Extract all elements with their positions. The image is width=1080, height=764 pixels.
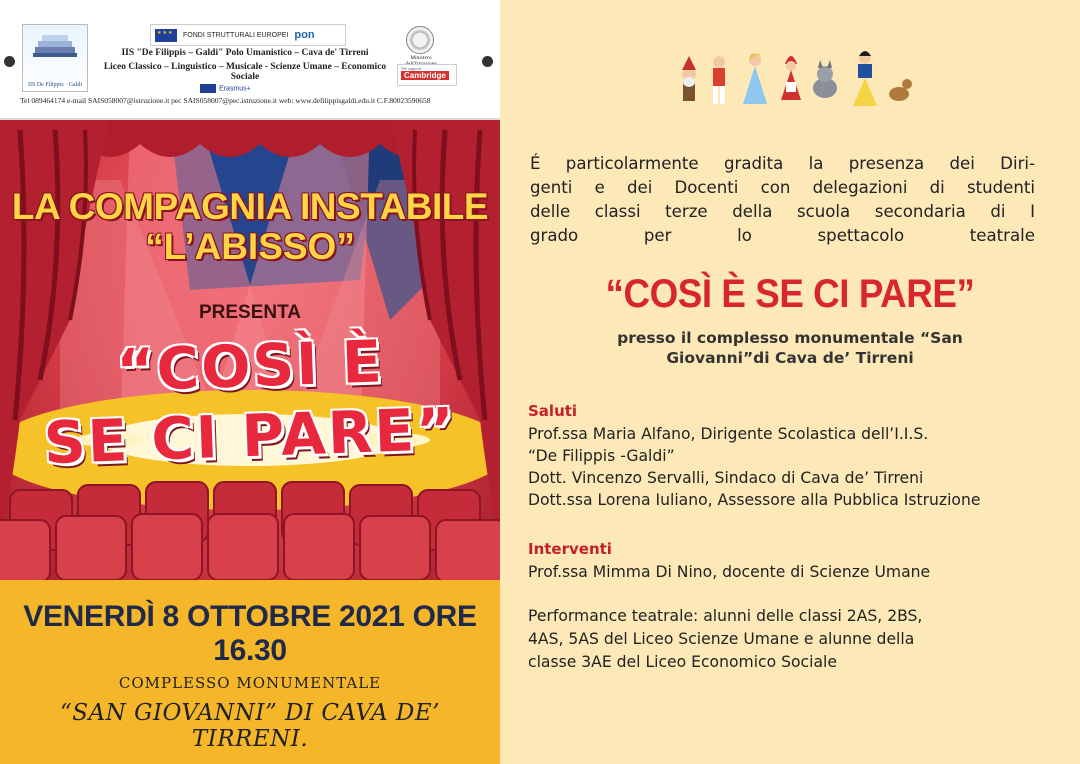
venue-line1: COMPLESSO MONUMENTALE bbox=[118, 674, 382, 692]
event-date: VENERDÌ 8 OTTOBRE 2021 ORE 16.30 bbox=[23, 600, 477, 667]
saluti-line: Dott.ssa Lorena Iuliano, Assessore alla Pubblica Istruzione bbox=[528, 491, 981, 509]
saluti-heading: Saluti bbox=[528, 402, 578, 420]
erasmus-label: Erasmus+ bbox=[200, 84, 251, 93]
books-icon bbox=[33, 33, 77, 61]
school-tracks: Liceo Classico – Linguistico – Musicale - Scienze Umane – Economico Sociale bbox=[103, 62, 387, 82]
cinderella-icon bbox=[743, 54, 767, 104]
saluti-line: Prof.ssa Maria Alfano, Dirigente Scolastica dell’I.I.S. bbox=[528, 425, 929, 443]
pin-dot-left bbox=[4, 56, 15, 67]
fairy-tale-characters-illustration bbox=[675, 42, 915, 110]
eu-flag-icon bbox=[155, 29, 177, 42]
company-name-line2: “L’ABISSO” bbox=[145, 226, 355, 267]
intro-line: grado per lo spettacolo teatrale bbox=[530, 226, 1035, 245]
cambridge-badge bbox=[397, 64, 457, 86]
show-title: “COSÌ È SE CI PARE” bbox=[605, 272, 975, 316]
deer-icon bbox=[889, 79, 912, 101]
venue-description-line2: Giovanni”di Cava de’ Tirreni bbox=[666, 349, 914, 367]
school-logo bbox=[22, 24, 88, 92]
pon-banner bbox=[150, 24, 346, 46]
pin-dot-right bbox=[482, 56, 493, 67]
intro-line: delle classi terze della scuola secondaria di I bbox=[530, 202, 1035, 221]
venue-description-line1: presso il complesso monumentale “San bbox=[617, 329, 963, 347]
venue-line2: “SAN GIOVANNI” DI CAVA DE’ TIRRENI. bbox=[60, 700, 440, 752]
show-title-line1: “COSÌ È bbox=[115, 327, 385, 405]
red-riding-hood-icon bbox=[781, 56, 801, 100]
intro-line: genti e dei Docenti con delegazioni di studenti bbox=[530, 178, 1035, 197]
ministry-label: Ministero bbox=[410, 55, 432, 61]
show-title-line2: SE CI PARE” bbox=[42, 394, 458, 478]
italian-republic-emblem-icon bbox=[406, 26, 434, 54]
cambridge-name: Cambridge bbox=[401, 71, 449, 80]
school-name: IIS "De Filippis – Galdi" Polo Umanistico – Cava de' Tirreni bbox=[121, 48, 369, 58]
intro-line: É particolarmente gradita la presenza dei Diri- bbox=[530, 154, 1035, 173]
performance-line: 4AS, 5AS del Liceo Scienze Umane e alunne della bbox=[528, 630, 915, 648]
venue-description bbox=[500, 328, 1080, 368]
cambridge-tag: We support bbox=[401, 66, 422, 71]
logo-caption: IIS De Filippis · Galdi bbox=[28, 82, 82, 88]
school-letterhead bbox=[0, 0, 500, 120]
invitation-panel bbox=[500, 0, 1080, 764]
prince-icon bbox=[713, 56, 725, 104]
school-contacts: Tel 089464174 e-mail SAIS058007@istruzione.it pec SAIS058007@pec.istruzione.it web: www.defilippisgaldi.edu.it C.F.80023590658 bbox=[20, 96, 431, 105]
invitation-intro bbox=[530, 152, 1035, 248]
snow-white-icon bbox=[853, 51, 877, 106]
fondi-label: FONDI STRUTTURALI EUROPEI bbox=[183, 31, 289, 39]
presenta-label: PRESENTA bbox=[198, 302, 302, 323]
dwarf-icon bbox=[682, 56, 696, 101]
event-poster bbox=[0, 0, 500, 764]
company-name-line1: LA COMPAGNIA INSTABILE bbox=[11, 186, 489, 227]
performance-line: classe 3AE del Liceo Economico Sociale bbox=[528, 653, 837, 671]
interventi-line: Prof.ssa Mimma Di Nino, docente di Scienze Umane bbox=[528, 563, 931, 581]
saluti-line: “De Filippis -Galdi” bbox=[528, 447, 675, 465]
performance-line: Performance teatrale: alunni delle classi 2AS, 2BS, bbox=[528, 607, 923, 625]
saluti-line: Dott. Vincenzo Servalli, Sindaco di Cava de’ Tirreni bbox=[528, 469, 924, 487]
interventi-heading: Interventi bbox=[528, 540, 612, 558]
wolf-icon bbox=[813, 60, 837, 98]
pon-label: pon bbox=[294, 29, 315, 41]
